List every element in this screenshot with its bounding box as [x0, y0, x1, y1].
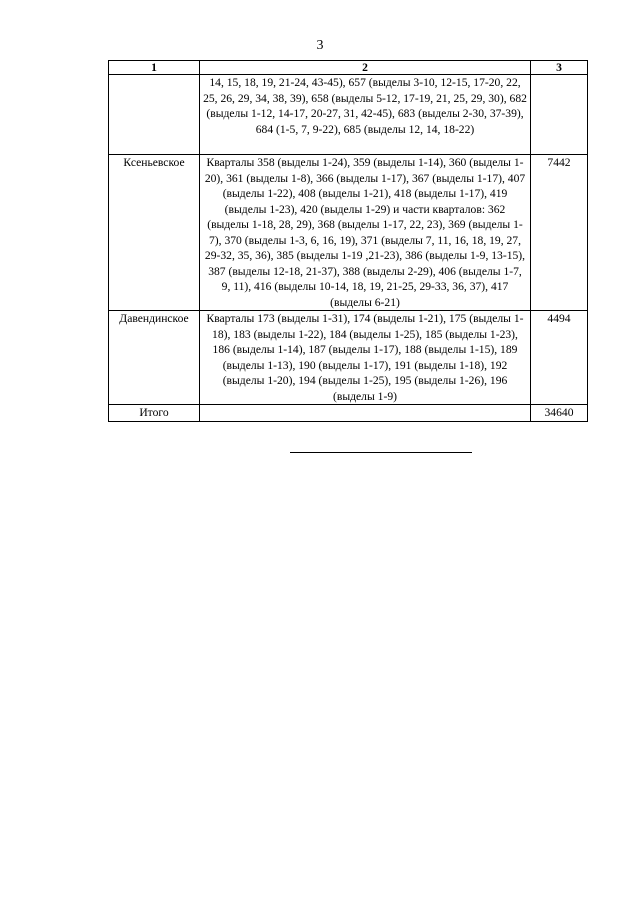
area-cell: 7442 [531, 155, 588, 311]
total-area-cell: 34640 [531, 405, 588, 422]
data-table [108, 60, 588, 422]
table-header-row [109, 61, 588, 75]
area-cell [531, 75, 588, 155]
district-name-cell [109, 75, 200, 155]
area-cell: 4494 [531, 311, 588, 405]
table-row [109, 75, 588, 155]
table-row [109, 311, 588, 405]
district-name-cell: Ксеньевское [109, 155, 200, 311]
page-number: 3 [316, 38, 324, 53]
column-header: 1 [109, 61, 200, 75]
quarters-cell: Кварталы 173 (выделы 1-31), 174 (выделы 1-21), 175 (выделы 1-18), 183 (выделы 1-22), 184 (выделы 1-25), 185 (выделы 1-23), 186 (выделы 1-14), 187 (выделы 1-17), 188 (выделы 1-15), 189 (выделы 1-13), 190 (выделы 1-17), 191 (выделы 1-18), 192 (выделы 1-20), 194 (выделы 1-25), 195 (выделы 1-26), 196 (выделы 1-9) [200, 311, 531, 405]
column-header: 3 [531, 61, 588, 75]
quarters-cell: 14, 15, 18, 19, 21-24, 43-45), 657 (выделы 3-10, 12-15, 17-20, 22, 25, 26, 29, 34, 38, 39), 658 (выделы 5-12, 17-19, 21, 25, 29, 30), 682 (выделы 1-12, 14-17, 20-27, 31, 42-45), 683 (выделы 2-30, 37-39), 684 (1-5, 7, 9-22), 685 (выделы 12, 14, 18-22) [200, 75, 531, 155]
column-header: 2 [200, 61, 531, 75]
total-label-cell: Итого [109, 405, 200, 422]
table-row [109, 155, 588, 311]
quarters-cell [200, 405, 531, 422]
table-row-total [109, 405, 588, 422]
closing-rule [290, 452, 472, 453]
quarters-cell: Кварталы 358 (выделы 1-24), 359 (выделы 1-14), 360 (выделы 1-20), 361 (выделы 1-8), 366 (выделы 1-17), 367 (выделы 1-17), 407 (выделы 1-22), 408 (выделы 1-21), 418 (выделы 1-17), 419 (выделы 1-23), 420 (выделы 1-29) и части кварталов: 362 (выделы 1-18, 28, 29), 368 (выделы 1-17, 22, 23), 369 (выделы 1-7), 370 (выделы 1-3, 6, 16, 19), 371 (выделы 7, 11, 16, 18, 19, 27, 29-32, 35, 36), 385 (выделы 1-19 ,21-23), 386 (выделы 1-9, 13-15), 387 (выделы 12-18, 21-37), 388 (выделы 2-29), 406 (выделы 1-7, 9, 11), 416 (выделы 10-14, 18, 19, 21-25, 29-33, 36, 37), 417 (выделы 6-21) [200, 155, 531, 311]
district-name-cell: Давендинское [109, 311, 200, 405]
